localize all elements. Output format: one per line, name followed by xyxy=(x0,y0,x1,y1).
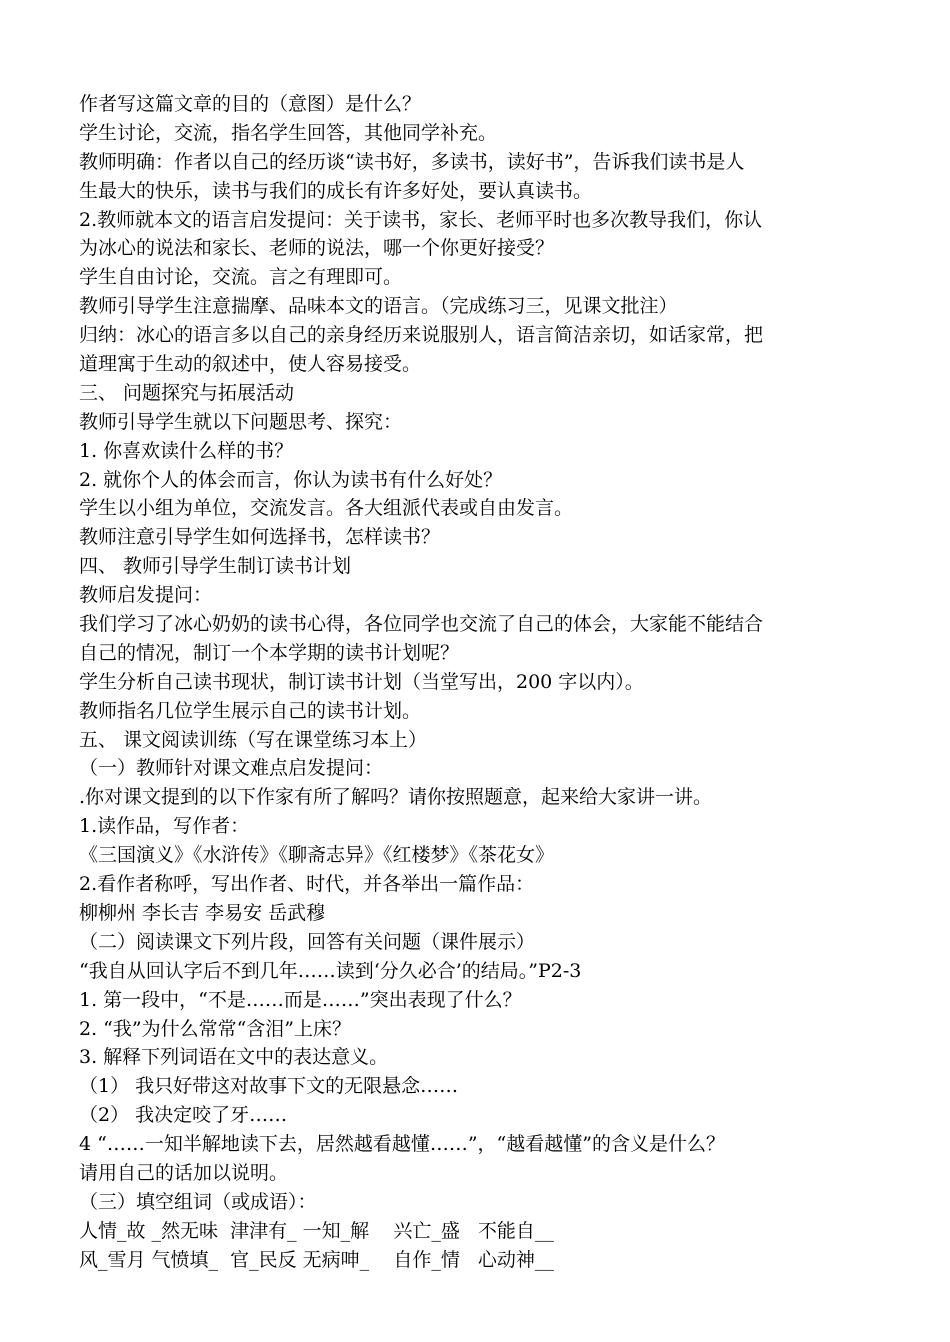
text-line: 三、 问题探究与拓展活动 xyxy=(79,381,295,404)
text-line: （一）教师针对课文难点启发提问： xyxy=(79,757,384,780)
text-line: 学生讨论，交流，指名学生回答，其他同学补充。 xyxy=(79,121,498,144)
text-line: 《三国演义》《水浒传》《聊斋志异》《红楼梦》《茶花女》 xyxy=(79,844,555,867)
text-line: 教师引导学生注意揣摩、品味本文的语言。（完成练习三，见课文批注） xyxy=(79,295,678,318)
text-line: 学生以小组为单位，交流发言。各大组派代表或自由发言。 xyxy=(79,497,574,520)
text-line: 道理寓于生动的叙述中，使人容易接受。 xyxy=(79,353,422,376)
text-line: .你对课文提到的以下作家有所了解吗？请你按照题意，起来给大家讲一讲。 xyxy=(79,786,713,809)
text-line: 3. 解释下列词语在文中的表达意义。 xyxy=(79,1046,389,1069)
text-line: 教师注意引导学生如何选择书，怎样读书？ xyxy=(79,526,441,549)
text-line: 2. “我”为什么常常“含泪”上床？ xyxy=(79,1017,352,1040)
text-line: 归纳：冰心的语言多以自己的亲身经历来说服别人，语言简洁亲切，如话家常，把 xyxy=(79,324,764,347)
text-line: 我们学习了冰心奶奶的读书心得，各位同学也交流了自己的体会，大家能不能结合 xyxy=(79,613,764,636)
text-line: （2） 我决定咬了牙…… xyxy=(79,1104,288,1127)
text-line: 作者写这篇文章的目的（意图）是什么？ xyxy=(79,93,422,115)
text-line: 4 “……一知半解地读下去，居然越看越懂……”，“越看越懂”的含义是什么？ xyxy=(79,1133,725,1156)
text-line: 柳柳州 李长吉 李易安 岳武穆 xyxy=(79,901,326,924)
text-line: 为冰心的说法和家长、老师的说法，哪一个你更好接受？ xyxy=(79,237,555,260)
text-line: “我自从回认字后不到几年……读到‘分久必合’的结局。”P2-3 xyxy=(79,959,582,982)
text-line: 教师启发提问： xyxy=(79,584,213,607)
text-line: 请用自己的话加以说明。 xyxy=(79,1161,289,1184)
text-line: 1.读作品，写作者： xyxy=(79,815,250,838)
text-line: 1. 第一段中，“不是……而是……”突出表现了什么？ xyxy=(79,988,522,1011)
text-line: （二）阅读课文下列片段，回答有关问题（课件展示） xyxy=(79,930,536,953)
text-line: 自己的情况，制订一个本学期的读书计划呢？ xyxy=(79,641,460,664)
text-line: 五、 课文阅读训练（写在课堂练习本上） xyxy=(79,728,428,751)
text-line: 教师明确：作者以自己的经历谈“读书好，多读书，读好书”，告诉我们读书是人 xyxy=(79,150,745,173)
text-line: （三）填空组词（或成语）： xyxy=(79,1190,317,1213)
text-line: 学生分析自己读书现状，制订读书计划（当堂写出，200 字以内）。 xyxy=(79,670,644,693)
text-line: 1. 你喜欢读什么样的书？ xyxy=(79,439,294,462)
text-line: 学生自由讨论，交流。言之有理即可。 xyxy=(79,266,403,289)
text-line: 教师指名几位学生展示自己的读书计划。 xyxy=(79,699,422,722)
text-line: 四、 教师引导学生制订读书计划 xyxy=(79,555,352,578)
text-line: 2.看作者称呼，写出作者、时代，并各举出一篇作品： xyxy=(79,873,535,896)
text-line: （1） 我只好带这对故事下文的无限悬念…… xyxy=(79,1075,459,1098)
text-line: 2. 就你个人的体会而言，你认为读书有什么好处？ xyxy=(79,468,503,491)
text-line: 教师引导学生就以下问题思考、探究： xyxy=(79,410,403,433)
text-line: 风_雪月 气愤填_ 官_民反 无病呻_ 自作_情 心动神__ xyxy=(79,1248,554,1271)
text-line: 人情_故 _然无味 津津有_ 一知_解 兴亡_盛 不能自__ xyxy=(79,1219,554,1242)
text-line: 2.教师就本文的语言启发提问：关于读书，家长、老师平时也多次教导我们，你认 xyxy=(79,208,763,231)
document-body xyxy=(79,90,879,1275)
text-line: 生最大的快乐，读书与我们的成长有许多好处，要认真读书。 xyxy=(79,179,593,202)
